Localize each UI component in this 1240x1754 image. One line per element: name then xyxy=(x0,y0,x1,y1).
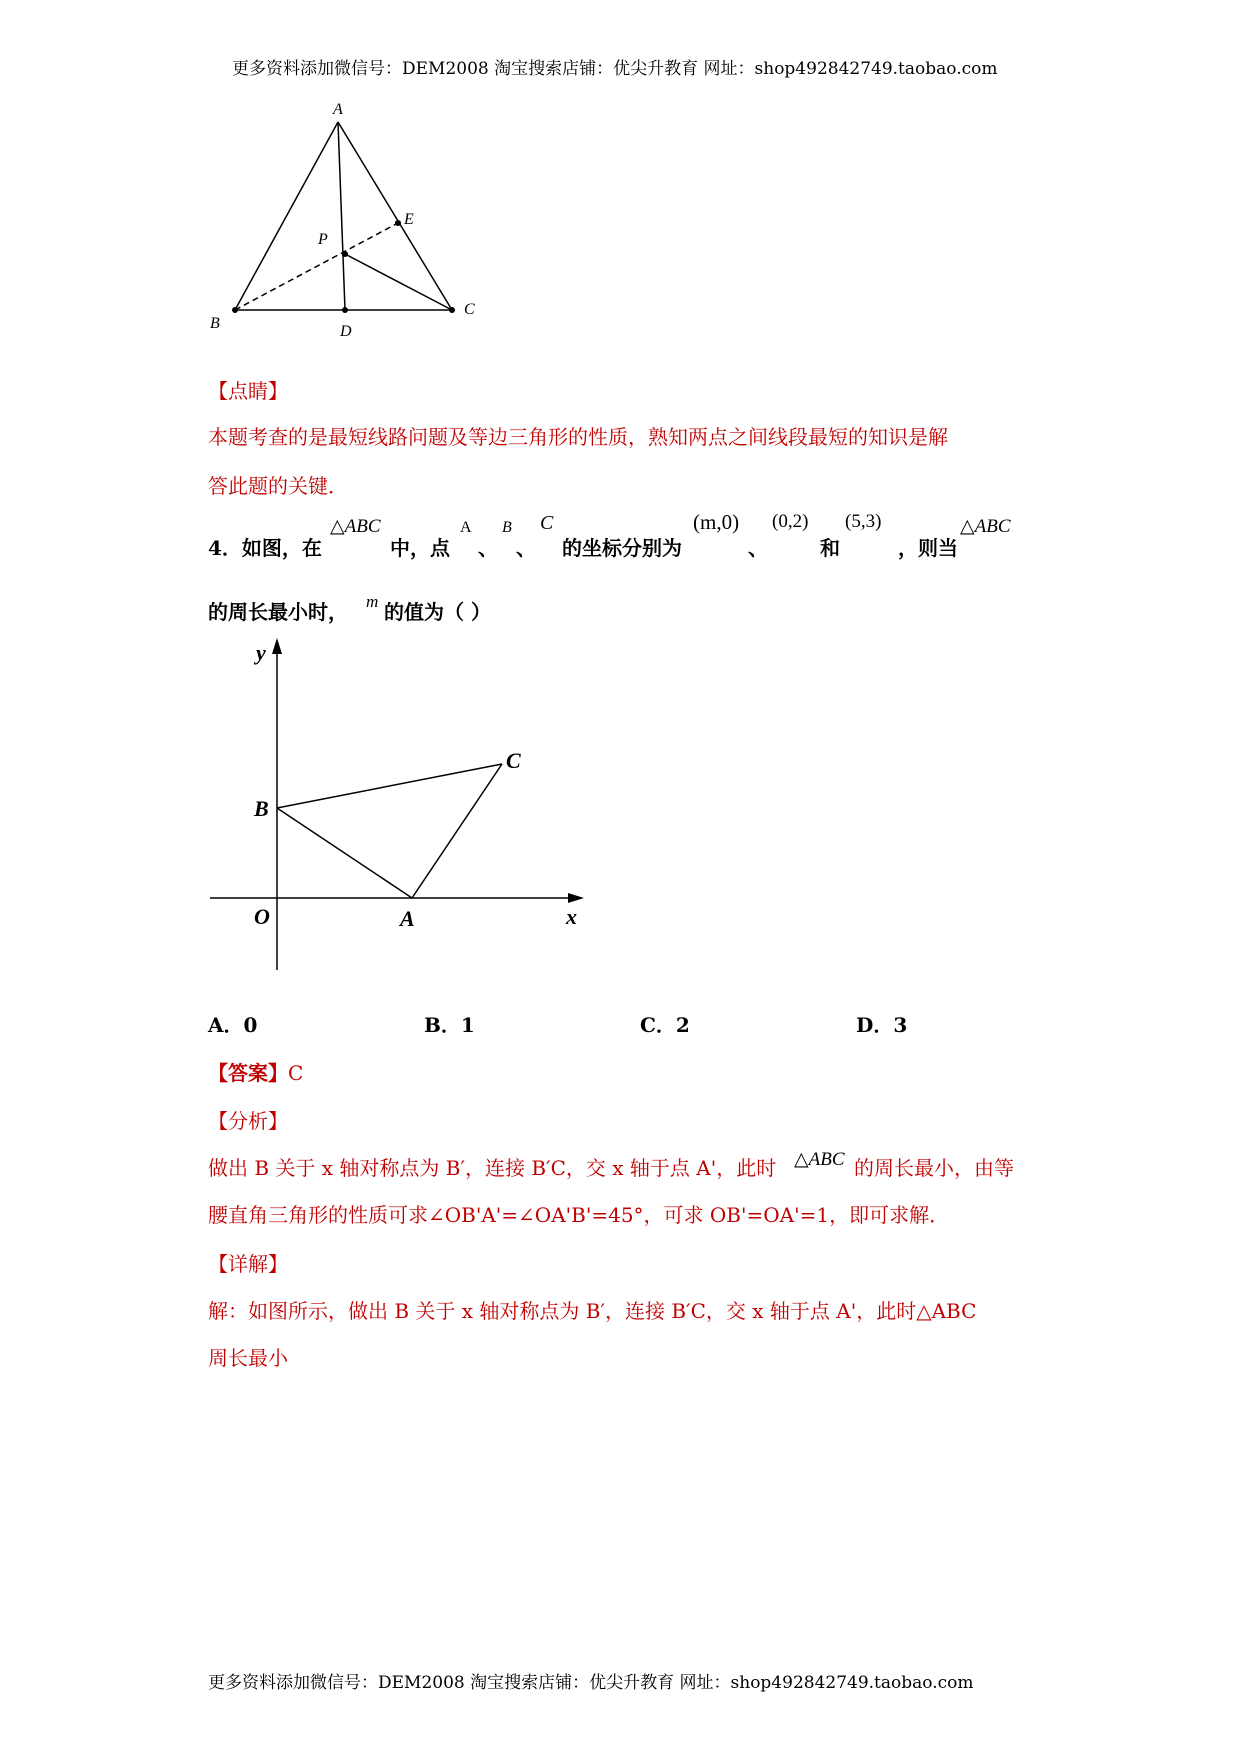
label-point-c: C xyxy=(506,748,521,773)
fenxi-line1-a: 做出 B 关于 x 轴对称点为 B′，连接 B′C，交 x 轴于点 A'，此时 xyxy=(208,1156,777,1180)
xiangjie-line2: 周长最小 xyxy=(208,1346,288,1370)
label-B: B xyxy=(210,315,220,332)
option-b: B．1 xyxy=(424,1013,475,1037)
triangle-figure xyxy=(200,92,500,352)
xiangjie-line1: 解：如图所示，做出 B 关于 x 轴对称点为 B′，连接 B′C，交 x 轴于点 A'，此时△ABC xyxy=(208,1299,977,1323)
question-point-a: A xyxy=(460,519,472,536)
label-E: E xyxy=(404,211,414,228)
coordinate-figure xyxy=(200,636,600,976)
page-footer: 更多资料添加微信号：DEM2008 淘宝搜索店铺：优尖升教育 网址：shop492842749.taobao.com xyxy=(208,1673,974,1693)
axis-label-y: y xyxy=(256,640,266,665)
question-point-c: C xyxy=(540,512,554,534)
option-d: D．3 xyxy=(856,1013,908,1037)
coord-a: (m,0) xyxy=(693,510,740,534)
label-A: A xyxy=(333,101,343,118)
label-D: D xyxy=(340,323,352,340)
option-c: C．2 xyxy=(640,1013,690,1037)
label-P: P xyxy=(318,231,328,248)
answer-label: 【答案】 xyxy=(208,1061,288,1085)
dianjing-line2: 答此题的关键． xyxy=(208,474,348,498)
fenxi-tri: △ABC xyxy=(794,1149,845,1170)
question-tri2: △ABC xyxy=(960,516,1011,537)
question-sep1: 、 xyxy=(478,536,498,560)
option-a: A．0 xyxy=(208,1013,258,1037)
question-point-b: B xyxy=(502,519,512,536)
question-sep2: 、 xyxy=(516,536,536,560)
page-header: 更多资料添加微信号：DEM2008 淘宝搜索店铺：优尖升教育 网址：shop492842749.taobao.com xyxy=(232,59,998,79)
dianjing-line1: 本题考查的是最短线路问题及等边三角形的性质，熟知两点之间线段最短的知识是解 xyxy=(208,425,948,449)
answer-heading xyxy=(208,1057,303,1086)
fenxi-line1-b: 的周长最小，由等 xyxy=(854,1156,1014,1180)
question-text-coord: 的坐标分别为 xyxy=(562,536,682,560)
question-line2-b: 的值为（ ） xyxy=(384,600,491,624)
question-number: 4．如图，在 xyxy=(208,536,322,560)
label-origin: O xyxy=(254,904,270,929)
fenxi-heading: 【分析】 xyxy=(208,1109,288,1133)
coord-b: (0,2) xyxy=(772,511,809,532)
question-tri: △ABC xyxy=(330,516,381,537)
question-m: m xyxy=(366,592,379,611)
label-C: C xyxy=(464,301,475,318)
question-line2-a: 的周长最小时， xyxy=(208,600,348,624)
label-point-b: B xyxy=(254,796,269,821)
xiangjie-heading: 【详解】 xyxy=(208,1252,288,1276)
question-text-zhong: 中，点 xyxy=(390,536,450,560)
question-text-he: 和 xyxy=(820,536,840,560)
dianjing-heading: 【点睛】 xyxy=(208,379,288,403)
question-text-then: ，则当 xyxy=(898,536,958,560)
fenxi-line2: 腰直角三角形的性质可求∠OB'A'=∠OA'B'=45°，可求 OB'=OA'=1，即可求解． xyxy=(208,1203,950,1227)
question-sep3: 、 xyxy=(748,536,768,560)
answer-value: C xyxy=(288,1061,304,1085)
axis-label-x: x xyxy=(566,904,577,929)
coord-c: (5,3) xyxy=(845,511,882,532)
label-point-a: A xyxy=(400,906,415,931)
